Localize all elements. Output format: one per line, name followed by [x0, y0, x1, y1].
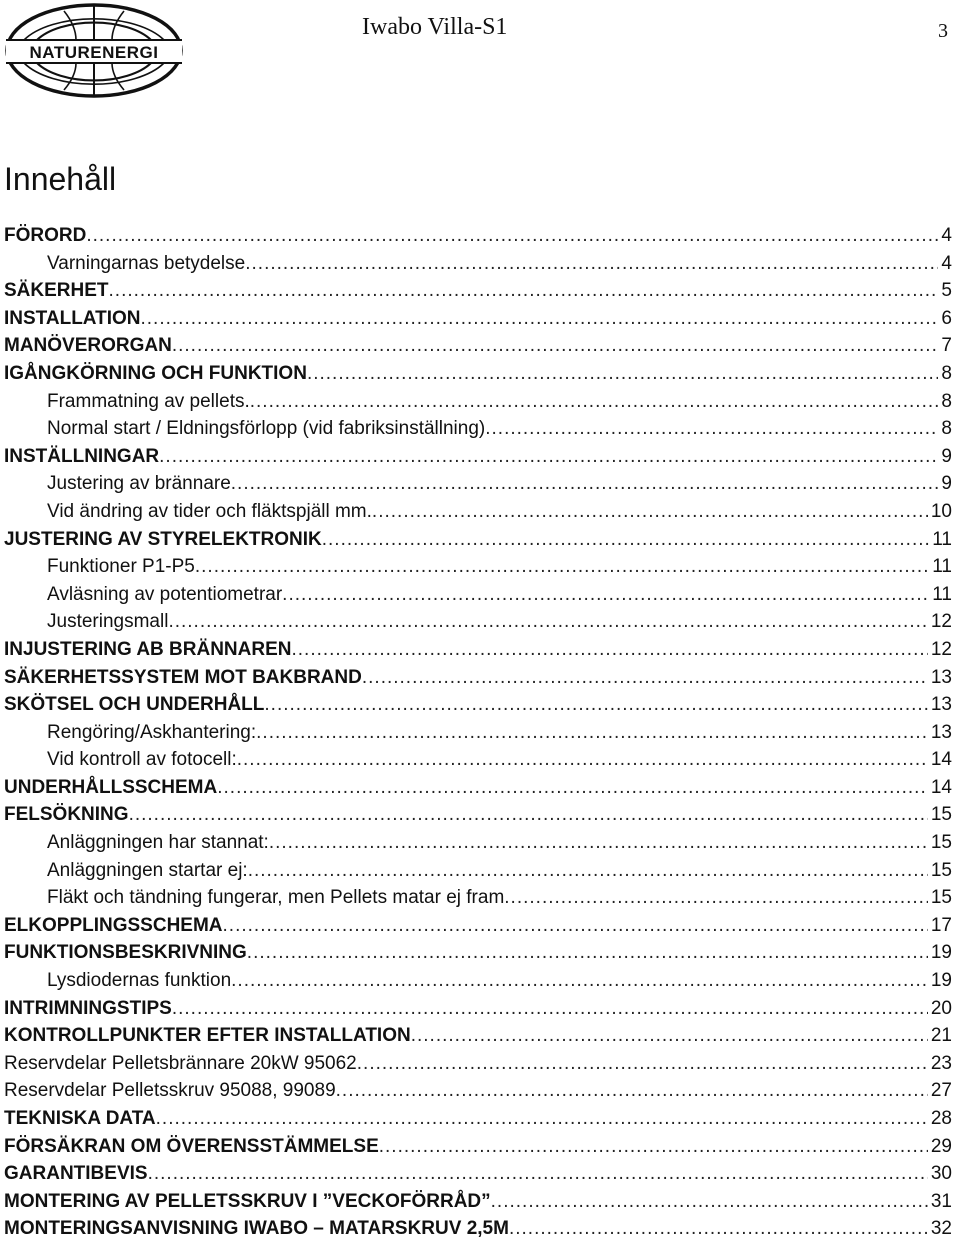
- toc-entry[interactable]: [4, 664, 952, 692]
- toc-entry-page: 23: [930, 1052, 952, 1074]
- toc-entry[interactable]: [4, 995, 952, 1023]
- dot-leader: [231, 967, 928, 995]
- toc-entry-label: FELSÖKNING: [4, 804, 129, 826]
- dot-leader: [357, 1050, 928, 1078]
- toc-entry-label: SÄKERHETSSYSTEM MOT BAKBRAND: [4, 666, 362, 688]
- toc-entry-label: Frammatning av pellets.: [47, 390, 250, 412]
- toc-entry-label: INSTÄLLNINGAR: [4, 445, 160, 467]
- toc-entry-label: Lysdiodernas funktion: [47, 970, 232, 992]
- dot-leader: [168, 608, 927, 636]
- toc-entry[interactable]: [4, 388, 952, 416]
- toc-entry-label: INJUSTERING AB BRÄNNAREN: [4, 638, 292, 660]
- dot-leader: [172, 332, 939, 360]
- dot-leader: [245, 250, 938, 278]
- toc-entry[interactable]: [4, 1077, 952, 1105]
- toc-entry-page: 32: [930, 1218, 952, 1240]
- dot-leader: [264, 691, 927, 719]
- toc-entry[interactable]: [4, 801, 952, 829]
- toc-entry[interactable]: [4, 1133, 952, 1161]
- toc-entry[interactable]: [4, 912, 952, 940]
- toc-entry[interactable]: [4, 470, 952, 498]
- toc-entry-page: 15: [930, 859, 952, 881]
- toc-entry[interactable]: [4, 1050, 952, 1078]
- toc-entry-page: 27: [930, 1080, 952, 1102]
- toc-entry-page: 4: [941, 252, 952, 274]
- toc-entry[interactable]: [4, 939, 952, 967]
- dot-leader: [485, 415, 938, 443]
- toc-entry-label: FÖRORD: [4, 225, 87, 246]
- toc-entry-page: 15: [930, 887, 952, 909]
- dot-leader: [336, 1077, 928, 1105]
- toc-entry-page: 13: [930, 666, 952, 688]
- dot-leader: [372, 498, 928, 526]
- toc-entry-label: JUSTERING AV STYRELEKTRONIK: [4, 528, 322, 550]
- dot-leader: [379, 1133, 928, 1161]
- toc-entry-label: Normal start / Eldningsförlopp (vid fabriksinställning): [47, 418, 486, 440]
- toc-entry-label: Vid kontroll av fotocell:: [47, 749, 237, 771]
- toc-entry-label: Avläsning av potentiometrar: [47, 583, 283, 605]
- toc-entry-page: 29: [930, 1135, 952, 1157]
- dot-leader: [156, 1105, 928, 1133]
- toc-entry-page: 4: [941, 225, 952, 246]
- dot-leader: [237, 746, 928, 774]
- toc-entry-page: 21: [930, 1025, 952, 1047]
- toc-entry-label: Rengöring/Askhantering:: [47, 721, 257, 743]
- toc-entry-label: MANÖVERORGAN: [4, 335, 172, 357]
- dot-leader: [411, 1022, 928, 1050]
- toc-entry-page: 11: [932, 528, 952, 550]
- toc-entry-page: 6: [941, 307, 952, 329]
- toc-entry-page: 19: [930, 970, 952, 992]
- dot-leader: [269, 829, 928, 857]
- toc-entry-page: 13: [930, 721, 952, 743]
- toc-entry[interactable]: [4, 1105, 952, 1133]
- toc-entry-page: 13: [930, 694, 952, 716]
- toc-entry[interactable]: [4, 719, 952, 747]
- dot-leader: [282, 581, 929, 609]
- toc-entry-page: 12: [930, 638, 952, 660]
- toc-entry-page: 8: [941, 418, 952, 440]
- toc-heading: Innehåll: [4, 161, 117, 197]
- toc-entry-page: 9: [941, 473, 952, 495]
- toc-entry[interactable]: [4, 250, 952, 278]
- toc-entry-label: INSTALLATION: [4, 307, 141, 329]
- toc-entry-label: SÄKERHET: [4, 280, 109, 302]
- toc-entry-page: 8: [941, 390, 952, 412]
- toc-entry[interactable]: [4, 553, 952, 581]
- naturenergi-logo: [4, 2, 184, 99]
- dot-leader: [195, 553, 929, 581]
- toc-entry-label: Fläkt och tändning fungerar, men Pellets matar ej fram: [47, 887, 505, 909]
- toc-entry-label: GARANTIBEVIS: [4, 1163, 148, 1185]
- toc-entry-label: ELKOPPLINGSSCHEMA: [4, 914, 223, 936]
- toc-entry[interactable]: [4, 857, 952, 885]
- dot-leader: [223, 912, 928, 940]
- toc-entry[interactable]: [4, 277, 952, 305]
- toc-entry-page: 12: [930, 611, 952, 633]
- dot-leader: [322, 526, 930, 554]
- dot-leader: [86, 222, 938, 250]
- dot-leader: [172, 995, 928, 1023]
- dot-leader: [109, 277, 939, 305]
- toc-entry-label: TEKNISKA DATA: [4, 1108, 156, 1129]
- toc-entry-label: FÖRSÄKRAN OM ÖVERENSSTÄMMELSE: [4, 1135, 379, 1157]
- toc-entry-page: 7: [941, 335, 952, 357]
- toc-entry[interactable]: [4, 305, 952, 333]
- toc-entry[interactable]: [4, 746, 952, 774]
- toc-entry-page: 19: [930, 942, 952, 964]
- toc-entry-label: Funktioner P1-P5: [47, 556, 195, 578]
- toc-entry-label: UNDERHÅLLSSCHEMA: [4, 776, 218, 798]
- toc-entry-page: 20: [930, 997, 952, 1019]
- toc-entry[interactable]: [4, 691, 952, 719]
- toc-entry-label: INTRIMNINGSTIPS: [4, 997, 172, 1019]
- toc-entry[interactable]: [4, 1022, 952, 1050]
- toc-entry-page: 9: [941, 445, 952, 467]
- toc-entry-page: 11: [932, 583, 952, 605]
- dot-leader: [231, 470, 939, 498]
- toc-entry[interactable]: [4, 581, 952, 609]
- dot-leader: [504, 884, 928, 912]
- toc-entry[interactable]: [4, 884, 952, 912]
- page-number: 3: [938, 20, 948, 42]
- toc-entry-page: 15: [930, 804, 952, 826]
- toc-entry-page: 17: [930, 914, 952, 936]
- table-of-contents: [4, 222, 952, 1243]
- toc-entry-page: 31: [930, 1190, 952, 1212]
- document-title: Iwabo Villa-S1: [362, 14, 508, 40]
- toc-entry-label: Vid ändring av tider och fläktspjäll mm.: [47, 500, 372, 522]
- dot-leader: [250, 388, 939, 416]
- toc-entry-label: Justering av brännare: [47, 473, 231, 495]
- toc-entry-label: Reservdelar Pelletsbrännare 20kW 95062: [4, 1052, 357, 1074]
- toc-entry-label: MONTERING AV PELLETSSKRUV I ”VECKOFÖRRÅD”: [4, 1190, 491, 1212]
- toc-entry-label: FUNKTIONSBESKRIVNING: [4, 942, 247, 964]
- dot-leader: [256, 719, 928, 747]
- dot-leader: [141, 305, 939, 333]
- dot-leader: [148, 1160, 928, 1188]
- toc-entry[interactable]: [4, 636, 952, 664]
- dot-leader: [362, 664, 928, 692]
- dot-leader: [129, 801, 928, 829]
- dot-leader: [248, 857, 928, 885]
- toc-entry-label: IGÅNGKÖRNING OCH FUNKTION: [4, 362, 307, 384]
- toc-entry-page: 10: [930, 500, 952, 522]
- toc-entry-page: 14: [930, 749, 952, 771]
- toc-entry-page: 14: [930, 776, 952, 798]
- toc-entry-page: 5: [941, 280, 952, 302]
- toc-entry[interactable]: [4, 774, 952, 802]
- toc-entry[interactable]: [4, 498, 952, 526]
- toc-entry[interactable]: [4, 222, 952, 250]
- toc-entry-label: Justeringsmall: [47, 611, 169, 633]
- dot-leader: [159, 443, 938, 471]
- toc-entry[interactable]: [4, 360, 952, 388]
- dot-leader: [217, 774, 928, 802]
- toc-entry[interactable]: [4, 443, 952, 471]
- logo-text: NATURENERGI: [29, 43, 159, 62]
- dot-leader: [307, 360, 938, 388]
- toc-entry-label: SKÖTSEL OCH UNDERHÅLL: [4, 694, 265, 716]
- toc-entry-label: MONTERINGSANVISNING IWABO – MATARSKRUV 2,5M: [4, 1218, 509, 1240]
- toc-entry-page: 30: [930, 1163, 952, 1185]
- toc-entry-page: 11: [932, 556, 952, 578]
- toc-entry[interactable]: [4, 1160, 952, 1188]
- toc-entry[interactable]: [4, 829, 952, 857]
- toc-entry[interactable]: [4, 608, 952, 636]
- toc-entry-label: KONTROLLPUNKTER EFTER INSTALLATION: [4, 1025, 411, 1047]
- toc-entry-label: Varningarnas betydelse: [47, 252, 246, 274]
- toc-entry-page: 28: [930, 1108, 952, 1129]
- toc-entry[interactable]: [4, 1188, 952, 1216]
- toc-entry[interactable]: [4, 967, 952, 995]
- toc-entry[interactable]: [4, 415, 952, 443]
- toc-entry-label: Anläggningen startar ej:: [47, 859, 248, 881]
- toc-entry[interactable]: [4, 332, 952, 360]
- dot-leader: [491, 1188, 928, 1216]
- dot-leader: [247, 939, 928, 967]
- toc-entry-page: 8: [941, 362, 952, 384]
- toc-entry[interactable]: [4, 1215, 952, 1243]
- dot-leader: [509, 1215, 928, 1243]
- toc-entry-label: Anläggningen har stannat:: [47, 832, 269, 854]
- dot-leader: [291, 636, 927, 664]
- toc-entry[interactable]: [4, 526, 952, 554]
- toc-entry-page: 15: [930, 832, 952, 854]
- toc-entry-label: Reservdelar Pelletsskruv 95088, 99089: [4, 1080, 336, 1102]
